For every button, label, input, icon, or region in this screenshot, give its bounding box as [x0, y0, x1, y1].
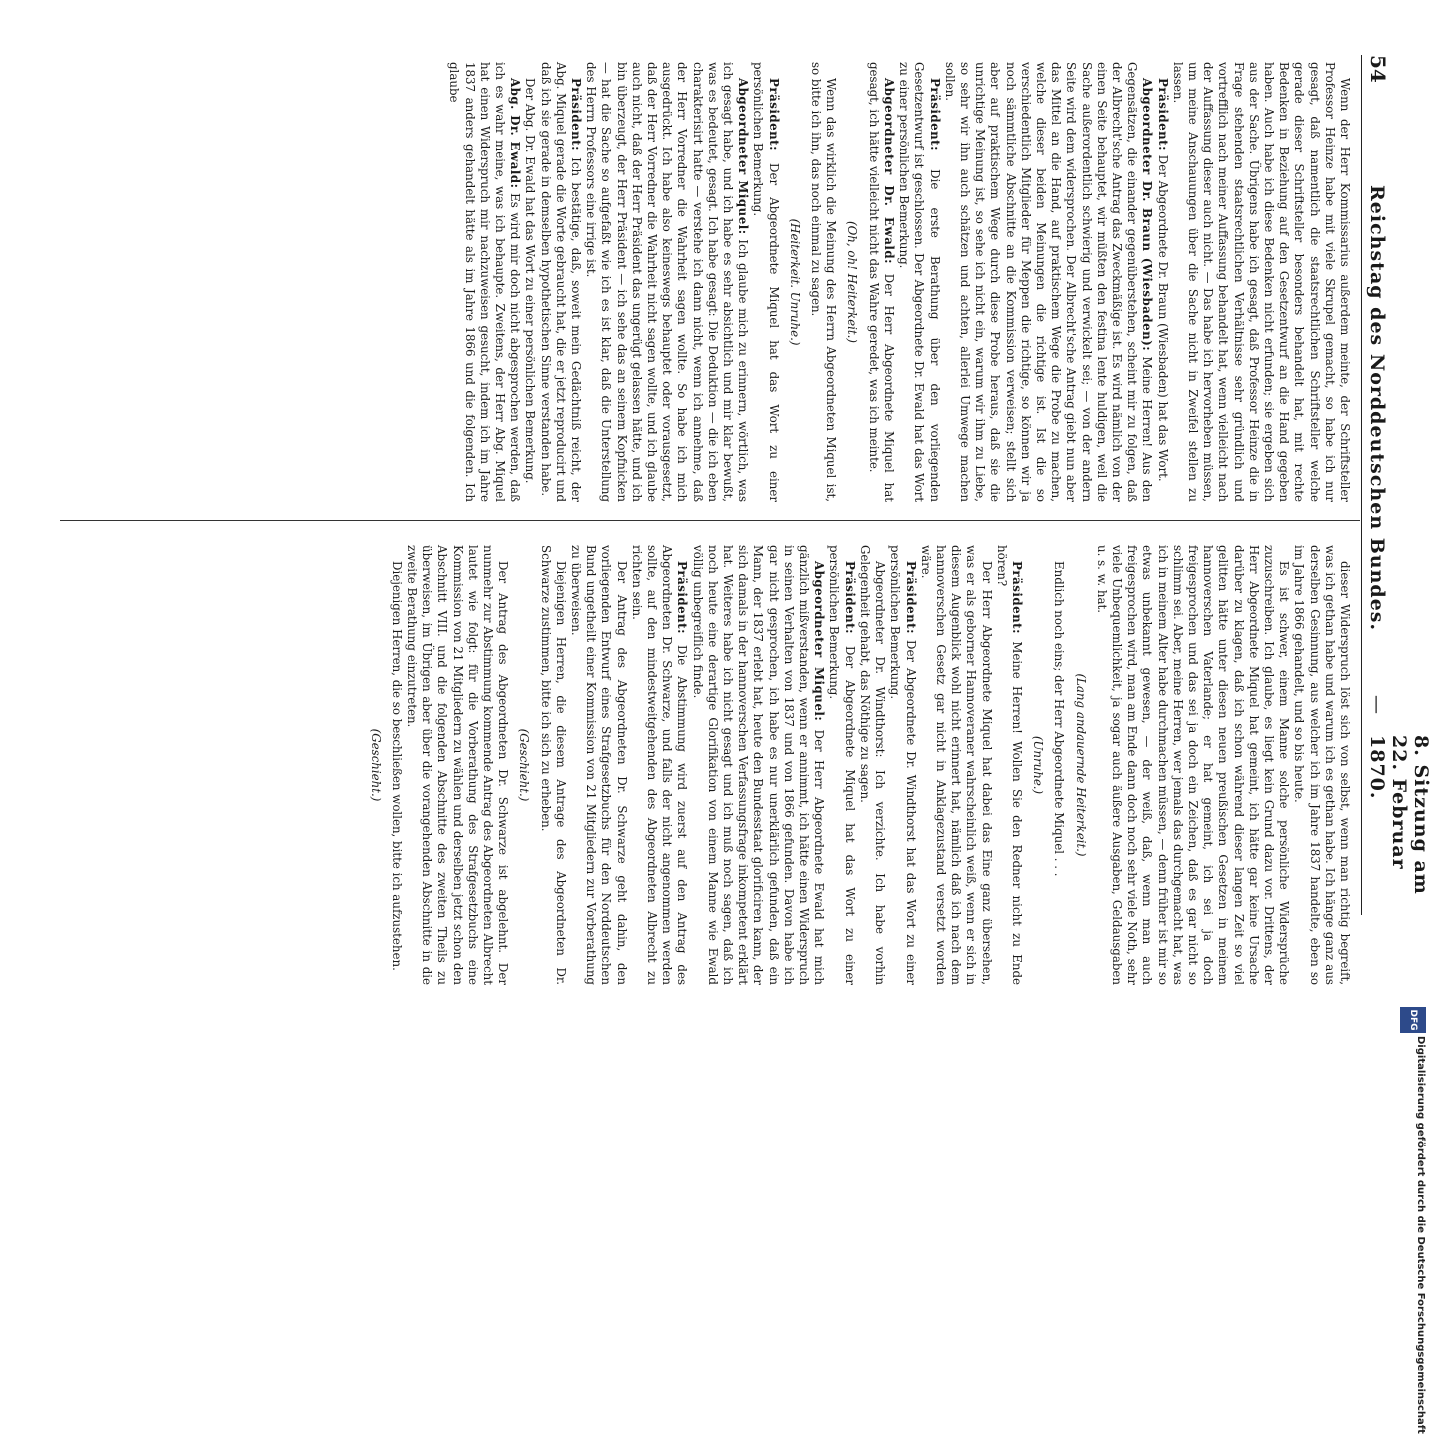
speaker-name: Präsident: [927, 78, 942, 151]
speaker-name: Präsident: [1009, 561, 1024, 634]
paragraph-text: Ich bestätige, daß, soweit mein Gedächtniß reicht, der Abg. Miquel gerade die Worte gebraucht hat, die er jetzt reproducirt und daß ich sie gerade in demselben hypothetischen Sinne verstanden habe. [538, 62, 584, 502]
paragraph [568, 545, 629, 985]
paragraph-text: (Geschieht.) [368, 728, 383, 802]
left-column [446, 62, 1352, 502]
paragraph-text: Wenn das wirklich die Meinung des Herrn Abgeordneten Miquel ist, so bitte ich ihn, das noch einmal zu sagen. [809, 62, 839, 502]
right-column [361, 545, 1352, 985]
paragraph [537, 545, 567, 985]
paragraph-text: Die erste Berathung über den vorliegenden Gesetzentwurf ist geschlossen. Der Abgeordnete Dr. Ewald hat das Wort zu einer persönlichen Bemerkung. [897, 62, 942, 502]
paragraph-text: (Geschieht.) [517, 728, 532, 802]
paragraph [808, 62, 838, 502]
speaker-name: Präsident: [569, 78, 584, 151]
speaker-name: Abgeordneter Dr. Braun (Wiesbaden): [1140, 78, 1155, 352]
dfg-logo-icon: DFG [1400, 1007, 1426, 1033]
paragraph-text: Abgeordneter Dr. Windthorst: Ich verzichte. Ich habe vorhin Gelegenheit gehabt, das Nöthige zu sagen. [857, 545, 888, 985]
paragraph [750, 62, 780, 502]
paragraph-text: Der Abgeordnete Miquel hat das Wort zu einer persönlichen Bemerkung. [827, 545, 857, 985]
running-title: Reichstag des Norddeutschen Bundes. [1366, 185, 1388, 632]
paragraph [1051, 545, 1066, 985]
paragraph [537, 62, 583, 502]
page-header [1361, 55, 1432, 915]
dfg-funding-note: Digitalisierung gefördert durch die Deutsche Forschungsgemeinschaft [1415, 1036, 1426, 1434]
paragraph-text: Der Antrag des Abgeordneten Dr. Schwarze geht dahin, den vorliegenden Entwurf eines Strafgesetzbuchs für den Norddeutschen Bund ungetheilt einer Kommission von 21 Mitgliedern zur Vorberathung zu überweisen. [569, 545, 629, 985]
paragraph-text: Endlich noch eins; der Herr Abgeordnete Miquel . . . [1052, 561, 1067, 877]
paragraph-text: Der Abgeordnete Miquel hat das Wort zu einer persönlichen Bemerkung. [751, 62, 781, 502]
paragraph [446, 62, 522, 502]
paragraph-text: Die Abstimmung wird zuerst auf den Antrag des Abgeordneten Dr. Schwarze, und falls der nicht angenommen werden sollte, auf den mindestweitgehenden des Abgeordneten Albrecht zu richten sein. [629, 545, 690, 986]
paragraph-text: (Oh, oh! Heiterkeit.) [845, 221, 860, 343]
paragraph [1170, 62, 1352, 502]
paragraph [887, 545, 917, 985]
stage-direction [1072, 545, 1087, 985]
paragraph [404, 545, 510, 985]
paragraph-text: Der Herr Abgeordnete Ewald hat mich gänzlich mißverstanden, wenn er annimmt, ich hätte einen Widerspruch in seinen Verhalten von 1837 und von 1866 gefunden. Davon habe ich gar nicht gesprochen, ich habe es nur unerklärlich gefunden, daß ein Mann, der 1837 erlebt hat, heute den Bundesstaat glorificiren kann, der sich damals in der hannoverschen Verfassungsfrage inkompetent erklärt hat. Weiteres habe ich nicht gesagt und ich muß noch sagen, daß ich noch heute eine derartige Glorifikation von einem Manne wie Ewald völlig unbegreiflich finde. [690, 545, 827, 985]
speaker-name: Präsident: [1155, 78, 1170, 151]
paragraph-text: dieser Widerspruch löst sich von selbst, wenn man richtig begreift, was ich gethan habe und warum ich es gethan habe. Ich hänge ganz aus derselben Gesinnung, aus welcher ich im Jahre 1837 handelte, eben so im Jahre 1866 gehandelt, und so bis heute. [1292, 545, 1352, 985]
session-title: 8. Sitzung am 22. Februar 1870. [1366, 735, 1432, 895]
paragraph-text: Es ist schwer, einem Manne solche persönliche Widersprüche zuzuschreiben. Ich glaube, es liegt kein Grund dazu vor. Drittens, der Herr Abgeordnete Miquel hat gemeint, ich hätte gar keine Ursache darüber zu klagen, daß ich schon während dieser langen Zeit so viel gelitten hätte unter diesen neuen preußischen Gesetzen in meinem hannoverschen Vaterlande; er hat gemeint, ich sei ja doch freigesprochen und das sei ja doch ein Zeichen, daß es gar nicht so schlimm sei. Aber, meine Herren, wer jemals das durchgemacht hat, was ich in meinem Alter habe durchmachen müssen, — denn früher ist mir so etwas unbekannt gewesen, — der weiß, daß, wenn man auch freigesprochen wird, man am Ende dann doch noch sehr viele Noth, sehr viele Unbequemlichkeit, ja sogar auch äußere Ausgaben, Geldausgaben u. s. w. hat. [1094, 545, 1292, 985]
stage-direction [787, 62, 802, 502]
paragraph [918, 545, 994, 985]
speaker-name: Präsident: [903, 561, 918, 634]
paragraph-text: Es wird mir doch nicht abgesprochen werden, daß ich es wahr meine, was ich behaupte. Zweitens, der Herr Abg. Miquel hat einen Widerspruch mir nachzuweisen gesucht, indem ich im Jahre 1837 anders gehandelt hätte als im Jahre 1866 und die folgenden. Ich glaube [447, 62, 523, 503]
speaker-name: Abg. Dr. Ewald: [508, 78, 523, 189]
paragraph-text: Der Abg. Dr. Ewald hat das Wort zu einer persönlichen Bemerkung. [523, 78, 538, 484]
paragraph-text: Der Herr Abgeordnete Miquel hat dabei das Eine ganz übersehen, was er als geborner Hannoveraner wahrscheinlich weiß, wenn er sich in diesem Augenblick wohl nicht erinnert hat, nämlich daß ich nach dem hannoverschen Gesetz gar nicht in Anklagezustand versetzt worden wäre. [918, 545, 994, 985]
header-dash: — [1366, 695, 1388, 714]
paragraph [1291, 545, 1352, 985]
paragraph-text: Der Antrag des Abgeordneten Dr. Schwarze ist abgelehnt. Der nunmehr zur Abstimmung kommende Antrag des Abgeordneten Albrecht lautet wie folgt: für die Vorberathung des Strafgesetzbuchs eine Kommission von 21 Mitgliedern zu wählen und derselben jetzt schon den Abschnitt VIII. und die folgenden Abschnitte des zweiten Theils zu überweisen, im Übrigen aber über die vorangehenden Abschnitte in die zweite Berathung einzutreten. [405, 545, 511, 985]
paragraph-text: Der Herr Abgeordnete Miquel hat gesagt, ich hätte vielleicht nicht das Wahre geredet, was ich meinte. [866, 62, 896, 502]
paragraph [522, 62, 537, 502]
paragraph-text: (Lang andauernde Heiterkeit.) [1073, 673, 1088, 857]
stage-direction [367, 545, 382, 985]
paragraph [389, 545, 404, 985]
speaker-name: Präsident: [675, 561, 690, 634]
paragraph [994, 545, 1024, 985]
speaker-name: Präsident: [766, 78, 781, 151]
speaker-name: Abgeordneter Miquel: [812, 561, 827, 722]
paragraph [857, 545, 887, 985]
speaker-name: Abgeordneter Miquel: [736, 78, 751, 235]
paragraph [1154, 62, 1169, 502]
paragraph-text: Wenn der Herr Kommissarius außerdem meinte, der Schriftsteller Professor Heinze habe mit viele Skrupel gemacht, so habe ich nur gesagt, daß namentlich die staatsrechtlichen Schriftsteller welche gerade dieser Schriftsteller besonders behandelt hat, mit rechte Bedenken in Beziehung auf den Gesetzentwurf an die Hand gegeben haben. Auch habe ich diese Bedenken nicht erfunden; sie ergeben sich aus der Sache. Übrigens habe ich gesagt, daß Professor Heinze die in Frage stehenden staatsrechtlichen Verhältnisse sehr gründlich und vortrefflich nach meiner Auffassung behandelt hat, wenn vielleicht nach der Auffassung dieser auch nicht. — Das habe ich hervorheben müssen, um meine Anschauungen über die Sache nicht in Zweifel stellen zu lassen. [1170, 62, 1352, 502]
stage-direction [1030, 545, 1045, 985]
page-number: 54 [1366, 55, 1390, 83]
paragraph [629, 545, 690, 985]
paragraph [826, 545, 856, 985]
paragraph [583, 62, 750, 502]
stage-direction [844, 62, 859, 502]
paragraph-text: Der Abgeordnete Dr. Windthorst hat das Wort zu einer persönlichen Bemerkung. [888, 545, 918, 985]
paragraph [942, 62, 1155, 502]
paragraph-text: Meine Herren! Aus den Gegensätzen, die einander gegenüberstehen, scheint mir zu folgen, daß der Albrecht'sche Antrag das Zweckmäßige ist. Es wird nämlich von der einen Seite behauptet, wir müßten den festina lente huldigen, weil die Sache außerordentlich schwierig und verwickelt sei; — von der andern Seite wird dem widersprochen. Der Albrecht'sche Antrag giebt nun aber das Mittel an die Hand, auf praktischem Wege die Probe zu machen, welche dieser beiden Meinungen die richtige ist. Ist die so verschiedentlich Mitglieder für Meppen die richtige, so können wir ja noch sämmtliche Abschnitte an die Kommission verweisen; stellt sich aber auf praktischem Wege durch diese Probe heraus, daß sie die unrichtige Meinung ist, so sehe ich nicht ein, warum wir ihm zu Liebe, so sehr wir ihn auch schätzen und achten, allerlei Umwege machen sollen. [942, 62, 1155, 503]
speaker-name: Präsident: [842, 561, 857, 634]
column-rule [60, 520, 1360, 521]
paragraph-text: Diejenigen Herren, die so beschließen wollen, bitte ich aufzustehen. [389, 561, 404, 971]
paragraph [689, 545, 826, 985]
paragraph-text: Meine Herren! Wollen Sie den Redner nicht zu Ende hören? [994, 545, 1024, 986]
paragraph [1094, 545, 1292, 985]
paragraph-text: (Heiterkeit. Unruhe.) [787, 218, 802, 346]
stage-direction [516, 545, 531, 985]
paragraph-text: Ich glaube mich zu erinnern, wörtlich, was ich gesagt habe, und ich habe es sehr absichtlich und mir klar bewußt, was es bedeutet, gesagt. Ich habe gesagt: Die Deduktion — die ich eben charakterisirt hatte — verstehe ich dann nicht, wenn ich annehme, daß der Herr Vorredner die Wahrheit sagen wollte. So habe ich mich ausgedrückt. Ich habe also keineswegs behauptet oder vorausgesetzt, daß der Herr Vorredner die Wahrheit nicht sagen wollte, und ich glaube auch nicht, daß der Herr Präsident das ungerügt gelassen hätte, und ich bin überzeugt, der Herr Präsident — ich sehe das an seinem Kopfnicken — hat die Sache so aufgefaßt wie ich es ist klar, daß die Unterstellung des Herrn Professors eine irrige ist. [584, 62, 751, 503]
paragraph-text: Der Abgeordnete Dr. Braun (Wiesbaden) hat das Wort. [1155, 154, 1170, 482]
paragraph-text: (Unruhe.) [1031, 735, 1046, 795]
speaker-name: Abgeordneter Dr. Ewald: [881, 78, 896, 264]
paragraph-text: Diejenigen Herren, die diesem Antrage des Abgeordneten Dr. Schwarze zustimmen, bitte ich sich zu erheben. [538, 545, 568, 985]
paragraph [866, 62, 896, 502]
paragraph [896, 62, 942, 502]
